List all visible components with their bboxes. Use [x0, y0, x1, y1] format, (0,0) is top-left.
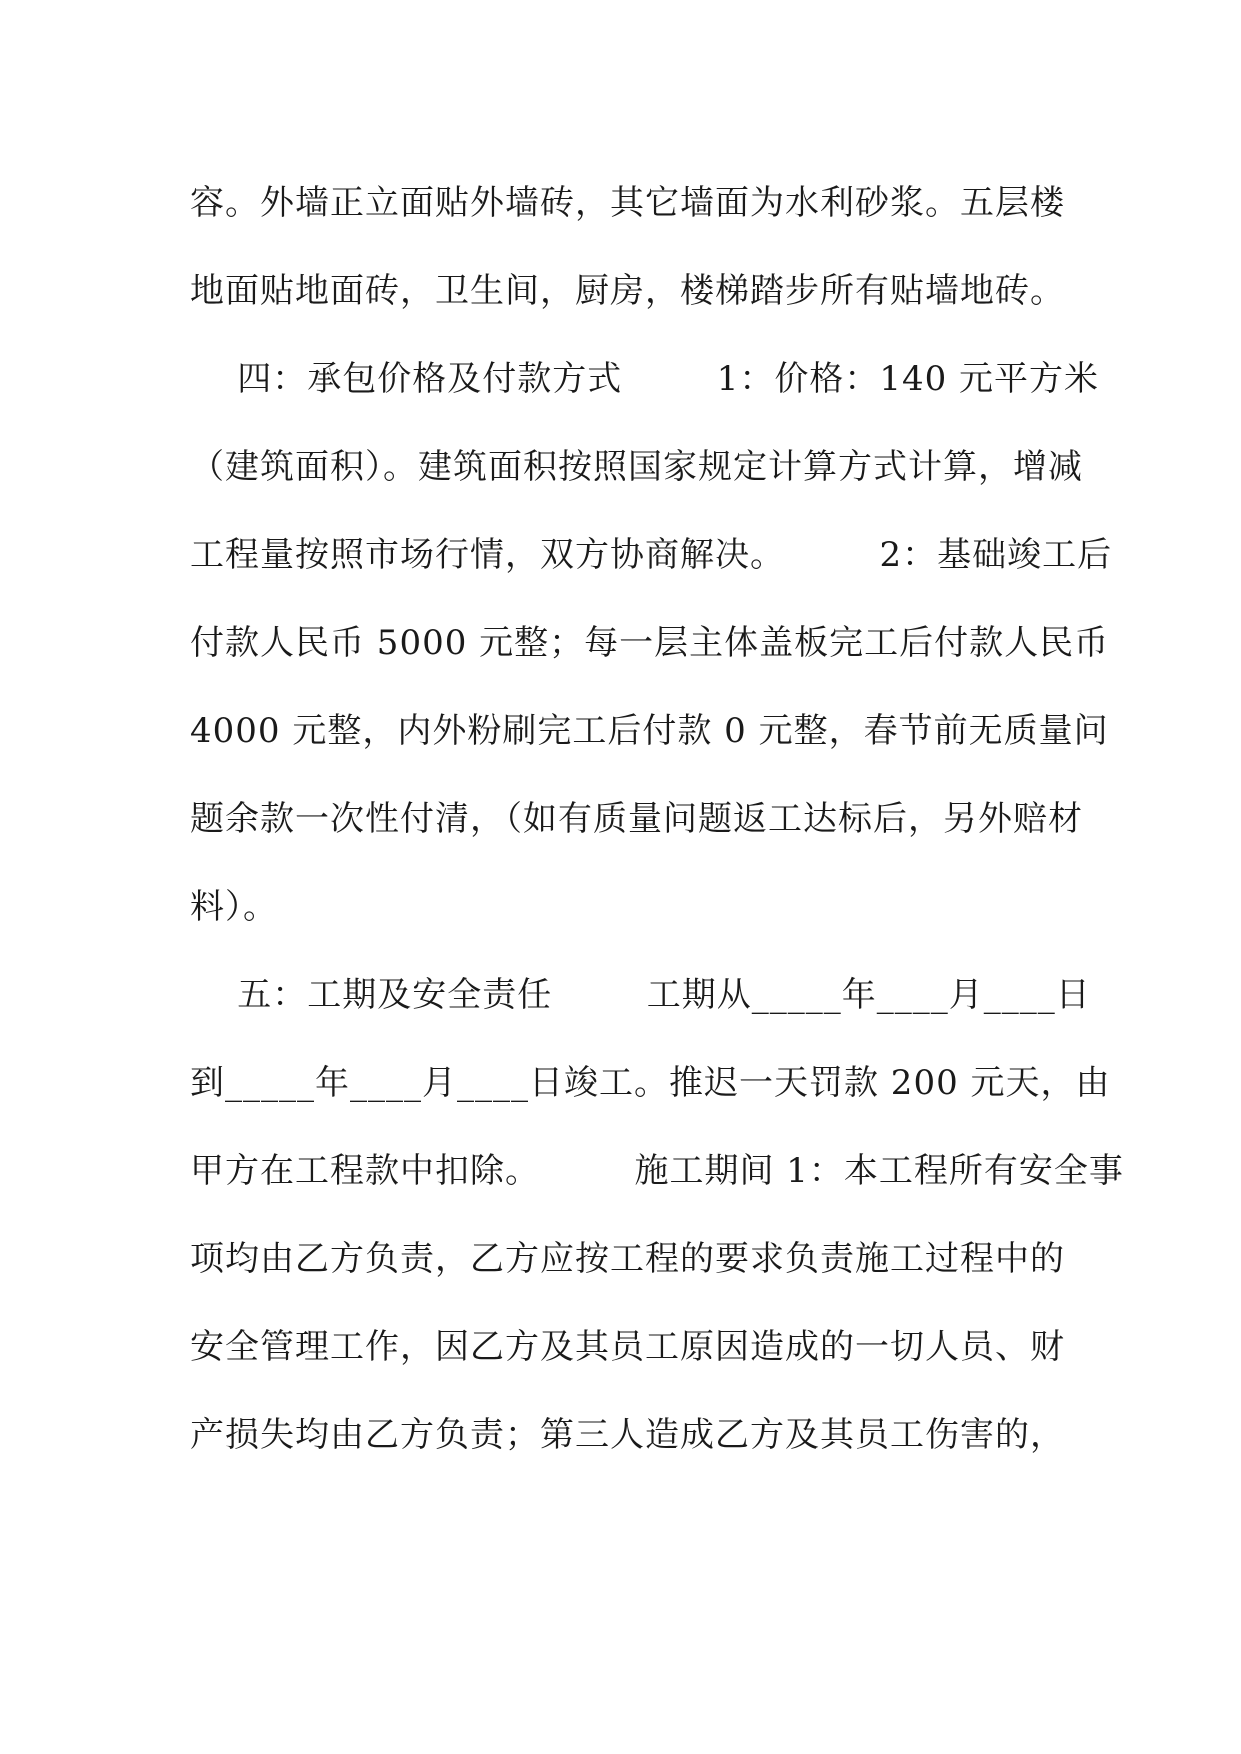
text-line-2: 地面贴地面砖，卫生间，厨房，楼梯踏步所有贴墙地砖。: [190, 271, 1065, 311]
text-line-14: 安全管理工作，因乙方及其员工原因造成的一切人员、财: [190, 1327, 1065, 1367]
text-line-15: 产损失均由乙方负责；第三人造成乙方及其员工伤害的，: [190, 1415, 1065, 1455]
text-line-1: 容。外墙正立面贴外墙砖，其它墙面为水利砂浆。五层楼: [190, 183, 1065, 223]
text-line-4: （建筑面积）。建筑面积按照国家规定计算方式计算，增减: [190, 447, 1083, 487]
text-line-9: 料）。: [190, 887, 278, 927]
text-line-3: 四：承包价格及付款方式 1：价格：140 元平方米: [190, 359, 1100, 399]
text-line-8: 题余款一次性付清，（如有质量问题返工达标后，另外赔材: [190, 799, 1083, 839]
text-line-6: 付款人民币 5000 元整；每一层主体盖板完工后付款人民币: [190, 623, 1110, 663]
text-line-10: 五：工期及安全责任 工期从_____年____月____日: [190, 975, 1091, 1015]
text-line-7: 4000 元整，内外粉刷完工后付款 0 元整，春节前无质量问: [190, 711, 1109, 751]
text-line-12: 甲方在工程款中扣除。 施工期间 1：本工程所有安全事: [190, 1151, 1124, 1191]
text-line-11: 到_____年____月____日竣工。推迟一天罚款 200 元天，由: [190, 1063, 1111, 1103]
text-line-5: 工程量按照市场行情，双方协商解决。 2：基础竣工后: [190, 535, 1113, 575]
text-line-13: 项均由乙方负责，乙方应按工程的要求负责施工过程中的: [190, 1239, 1065, 1279]
